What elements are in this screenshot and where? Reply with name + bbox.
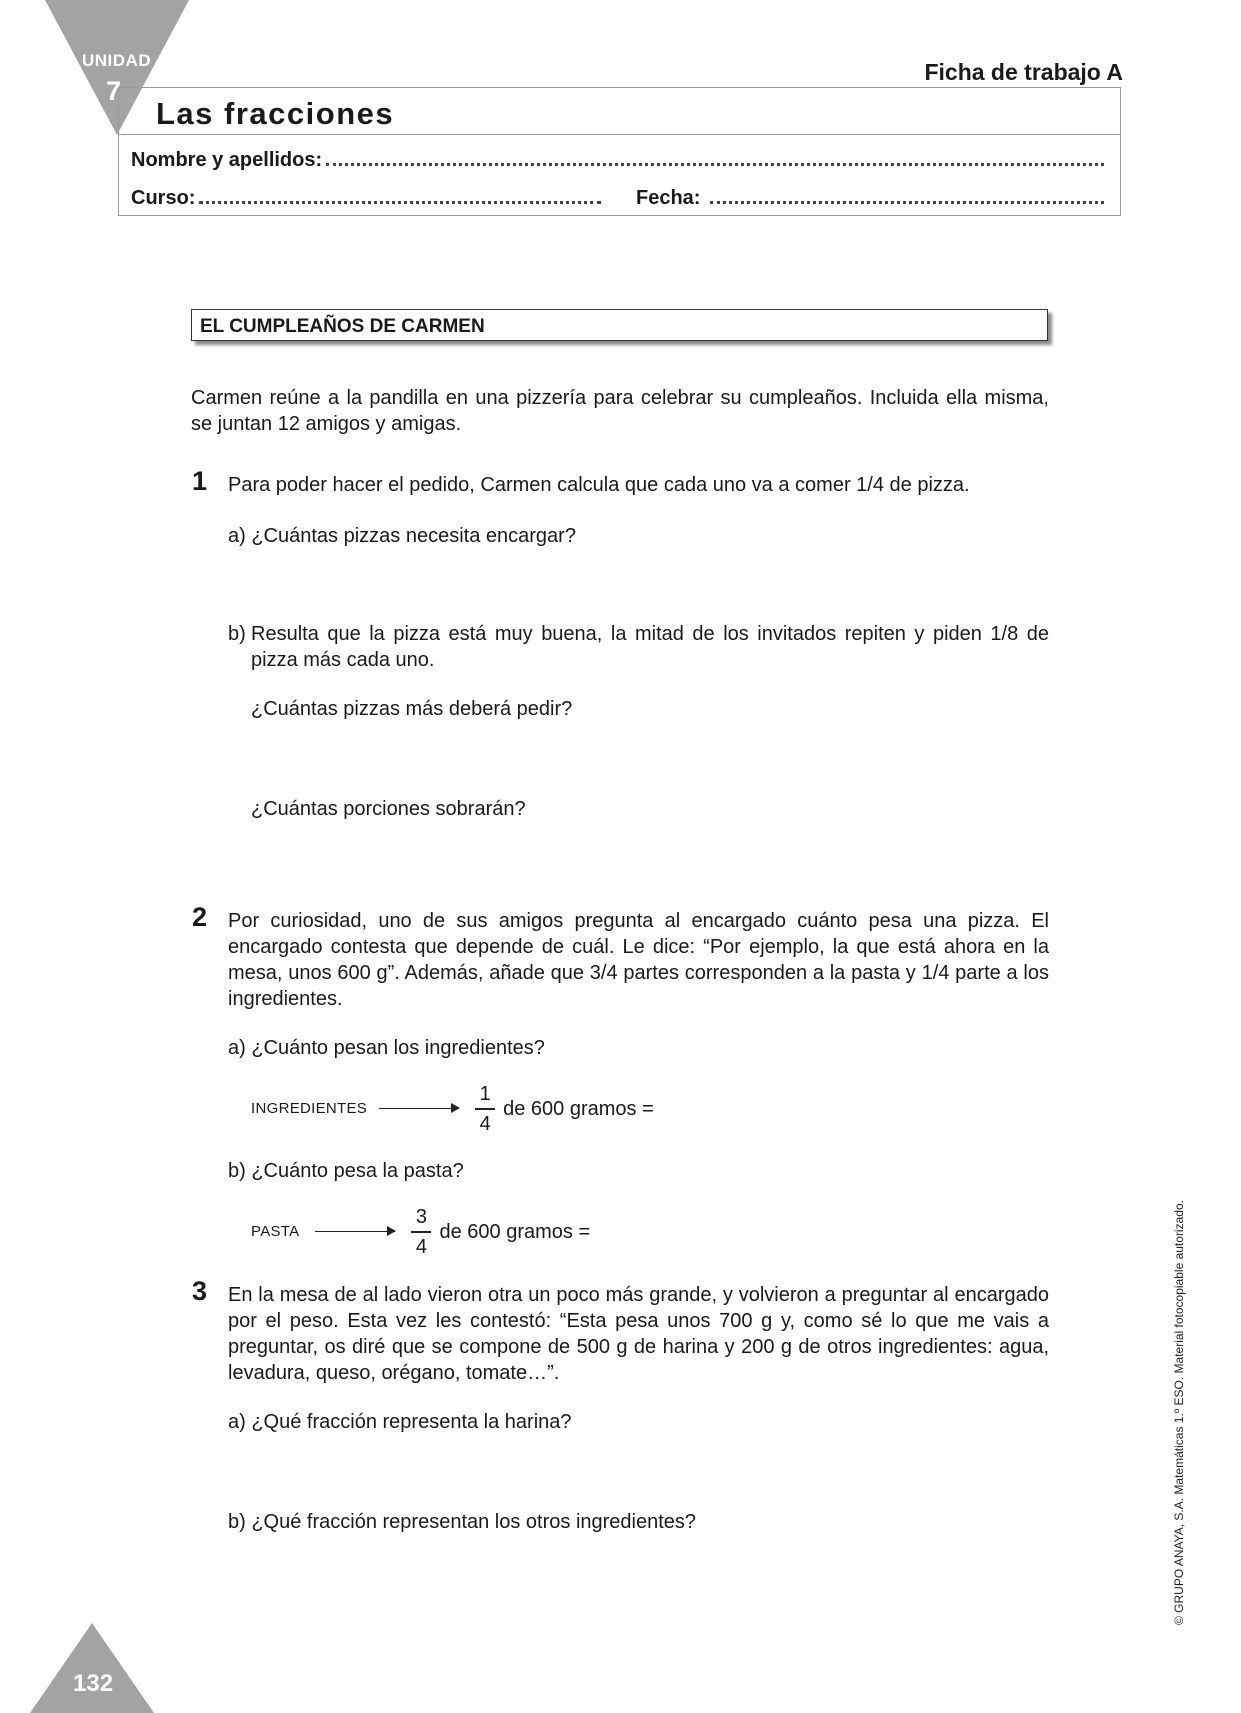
page-number: 132 — [73, 1670, 114, 1697]
arrow-icon — [315, 1231, 395, 1232]
date-dotted-line — [710, 187, 1104, 204]
question-3a: a) ¿Qué fracción representa la harina? — [228, 1411, 572, 1433]
question-3b: b) ¿Qué fracción representan los otros ingredientes? — [228, 1511, 697, 1533]
course-field[interactable] — [131, 187, 601, 210]
name-field[interactable] — [131, 149, 1104, 172]
title-divider — [118, 134, 1121, 135]
section-title: EL CUMPLEAÑOS DE CARMEN — [191, 309, 1048, 341]
ingredients-equation — [251, 1082, 654, 1136]
question-1b-prefix: b) — [228, 623, 246, 645]
copyright-notice: © GRUPO ANAYA, S.A. Matemáticas 1.º ESO. Material fotocopiable autorizado. — [1172, 1200, 1186, 1625]
question-2-text: Por curiosidad, uno de sus amigos pregunta al encargado cuánto pesa una pizza. El encargado contesta que depende de cuál. Le dice: “Por ejemplo, la que está ahora en la mesa, unos 600 g”. Además, añade que 3/4 partes corresponden a la pasta y 1/4 parte a los ingredientes. — [228, 910, 1049, 1010]
fraction-three-quarters — [411, 1205, 431, 1259]
question-1b-more-pizzas: ¿Cuántas pizzas más deberá pedir? — [251, 698, 573, 720]
date-field[interactable] — [636, 187, 1104, 210]
fraction-bar — [475, 1108, 495, 1110]
name-label: Nombre y apellidos: — [131, 149, 323, 171]
unit-number: 7 — [106, 76, 122, 106]
question-1b-leftover: ¿Cuántas porciones sobrarán? — [251, 798, 526, 820]
fraction-numerator: 3 — [415, 1206, 428, 1228]
fraction-bar — [411, 1231, 431, 1233]
question-1a: a) ¿Cuántas pizzas necesita encargar? — [228, 525, 576, 547]
question-number-1: 1 — [192, 466, 208, 496]
question-1b: Resulta que la pizza está muy buena, la mitad de los invitados repiten y piden 1/8 de pizza más cada uno. — [251, 623, 1049, 671]
pasta-expression: de 600 gramos = — [439, 1220, 591, 1243]
sheet-title: Ficha de trabajo A — [924, 59, 1123, 85]
question-2a: a) ¿Cuánto pesan los ingredientes? — [228, 1037, 545, 1059]
unit-label: UNIDAD — [82, 51, 152, 70]
question-3-text: En la mesa de al lado vieron otra un poco más grande, y volvieron a preguntar al encargado por el peso. Esta vez les contestó: “Esta pesa unos 700 g y, como sé lo que me vais a preguntar, os diré que se compone de 500 g de harina y 200 g de otros ingredientes: agua, levadura, queso, orégano, tomate…”. — [228, 1284, 1049, 1384]
fraction-denominator: 4 — [479, 1112, 491, 1135]
arrow-icon — [379, 1108, 459, 1109]
page-number-badge — [30, 1623, 154, 1713]
question-number-3: 3 — [192, 1276, 208, 1306]
fraction-numerator: 1 — [479, 1083, 491, 1105]
intro-text: Carmen reúne a la pandilla en una pizzería para celebrar su cumpleaños. Incluida ella misma, se juntan 12 amigos y amigas. — [191, 387, 1049, 435]
course-dotted-line — [199, 187, 601, 204]
pasta-label: PASTA — [251, 1223, 300, 1241]
pasta-equation — [251, 1205, 590, 1259]
course-label: Curso: — [131, 187, 196, 209]
question-2b: b) ¿Cuánto pesa la pasta? — [228, 1160, 464, 1182]
fraction-denominator: 4 — [415, 1235, 428, 1258]
ingredients-label: INGREDIENTES — [251, 1100, 368, 1118]
question-1-text: Para poder hacer el pedido, Carmen calcula que cada uno va a comer 1/4 de pizza. — [228, 474, 970, 496]
ingredients-expression: de 600 gramos = — [503, 1097, 654, 1120]
topic-title: Las fracciones — [156, 96, 395, 131]
name-dotted-line — [326, 149, 1104, 166]
question-number-2: 2 — [192, 902, 208, 932]
fraction-one-quarter — [475, 1082, 495, 1136]
date-label: Fecha: — [636, 187, 701, 209]
